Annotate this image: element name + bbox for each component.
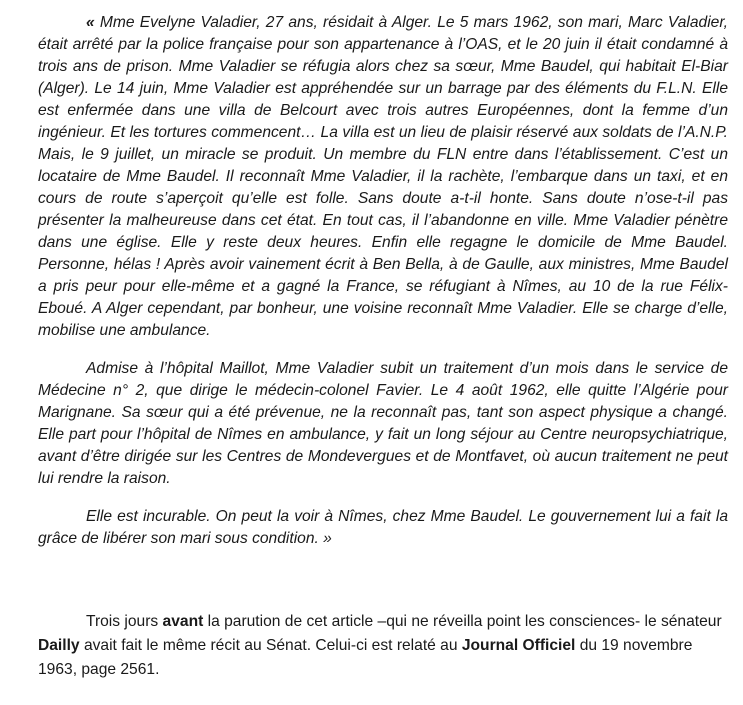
commentary-text-1: Trois jours bbox=[86, 613, 163, 630]
commentary-text-2: la parution de cet article –qui ne réveilla point les consciences- le sénateur bbox=[203, 613, 722, 630]
quote-paragraph-1 bbox=[38, 12, 728, 342]
commentary-text-3: avait fait le même récit au Sénat. Celui-ci est relaté au bbox=[79, 637, 462, 654]
commentary-paragraph bbox=[38, 610, 728, 682]
quote-paragraph-1-text: Mme Evelyne Valadier, 27 ans, résidait à Alger. Le 5 mars 1962, son mari, Marc Valadier, était arrêté par la police française pour son appartenance à l’OAS, et le 20 juin il était condamné à trois ans de prison. Mme Valadier se réfugia alors chez sa sœur, Mme Baudel, qui habitait El-Biar (Alger). Le 14 juin, Mme Valadier est appréhendée sur un barrage par des éléments du F.L.N. Elle est enfermée dans une villa de Belcourt avec trois autres Européennes, dont la femme d’un ingénieur. Et les tortures commencent… La villa est un lieu de plaisir réservé aux soldats de l’A.N.P. Mais, le 9 juillet, un miracle se produit. Un membre du FLN entre dans l’établissement. C’est un locataire de Mme Baudel. Il reconnaît Mme Valadier, il la rachète, l’embarque dans un taxi, et en cours de route s’aperçoit qu’elle est folle. Sans doute a-t-il honte. Sans doute n’ose-t-il pas présenter la malheureuse dans cet état. En tout cas, il l’abandonne en ville. Mme Valadier pénètre dans une église. Elle y reste deux heures. Enfin elle regagne le domicile de Mme Baudel. Personne, hélas ! Après avoir vainement écrit à Ben Bella, à de Gaulle, aux ministres, Mme Baudel a pris peur pour elle-même et a gagné la France, se réfugiant à Nîmes, au 10 de la rue Félix-Eboué. A Alger cependant, par bonheur, une voisine reconnaît Mme Valadier. Elle se charge d’elle, mobilise une ambulance. bbox=[38, 14, 728, 339]
quote-paragraph-2: Admise à l’hôpital Maillot, Mme Valadier subit un traitement d’un mois dans le service de Médecine n° 2, que dirige le médecin-colonel Favier. Le 4 août 1962, elle quitte l’Algérie pour Marignane. Sa sœur qui a été prévenue, ne la reconnaît pas, tant son aspect physique a changé. Elle part pour l’hôpital de Nîmes en ambulance, y fait un long séjour au Centre neuropsychiatrique, avant d’être dirigée sur les Centres de Mondevergues et de Montfavet, où aucun traitement ne peut lui rendre la raison. bbox=[38, 360, 728, 487]
commentary-bold-dailly: Dailly bbox=[38, 637, 80, 654]
quoted-article bbox=[38, 12, 728, 550]
opening-quote-mark: « bbox=[86, 14, 95, 31]
spacer bbox=[38, 566, 728, 610]
document-page bbox=[38, 12, 728, 682]
commentary-bold-avant: avant bbox=[162, 613, 204, 630]
commentary-bold-journal-officiel: Journal Officiel bbox=[461, 637, 576, 654]
commentary-text-4: du 19 novembre 1963, page 2561. bbox=[38, 637, 693, 678]
quote-paragraph-3: Elle est incurable. On peut la voir à Nîmes, chez Mme Baudel. Le gouvernement lui a fait la grâce de libérer son mari sous condition. » bbox=[38, 508, 728, 547]
